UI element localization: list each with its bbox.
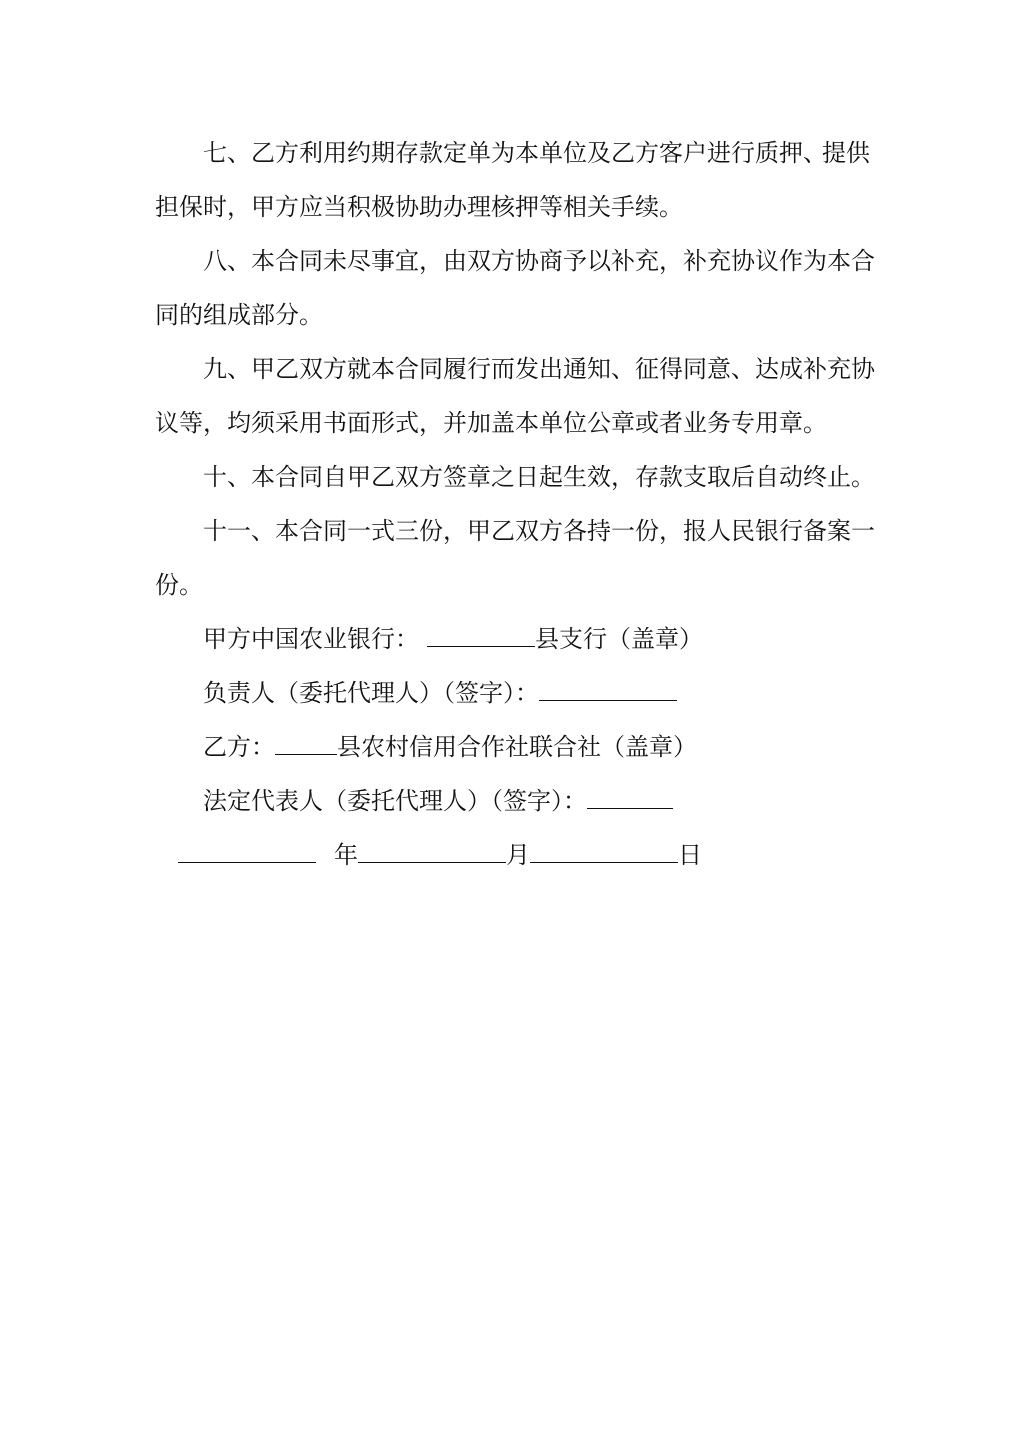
month-label: 月 (506, 841, 530, 869)
party-b-label: 乙方： (203, 733, 275, 761)
party-b-county-blank[interactable] (275, 732, 337, 755)
clause-9-continuation: 议等，均须采用书面形式，并加盖本单位公章或者业务专用章。 (155, 409, 827, 437)
clause-7-line-2 (155, 192, 683, 222)
clause-7-continuation: 担保时，甲方应当积极协助办理核押等相关手续。 (155, 193, 683, 221)
date-prefix-blank[interactable] (178, 840, 316, 863)
clause-7-line-1-tail (822, 138, 870, 168)
clause-11-text: 十一、本合同一式三份，甲乙双方各持一份，报人民银行备案一 (203, 517, 875, 545)
clause-10-line-1 (203, 462, 875, 492)
month-blank[interactable] (530, 840, 678, 863)
clause-11-line-2 (155, 570, 203, 600)
clause-9-line-2 (155, 408, 827, 438)
clause-8-text: 八、本合同未尽事宜，由双方协商予以补充，补充协议作为本合 (203, 247, 875, 275)
party-a-label: 甲方中国农业银行： (203, 625, 419, 653)
responsible-person-signature-blank[interactable] (539, 678, 677, 701)
responsible-person-label: 负责人（委托代理人）（签字）： (203, 679, 539, 707)
clause-9-text: 九、甲乙双方就本合同履行而发出通知、征得同意、达成补充协 (203, 355, 875, 383)
clause-11-continuation: 份。 (155, 571, 203, 599)
clause-8-continuation: 同的组成部分。 (155, 301, 323, 329)
day-label: 日 (678, 841, 702, 869)
party-a-county-blank[interactable] (427, 624, 535, 647)
clause-8-line-2 (155, 300, 323, 330)
legal-representative-signature-blank[interactable] (587, 786, 673, 809)
party-b-line (203, 732, 697, 762)
clause-9-line-1 (203, 354, 875, 384)
legal-representative-label: 法定代表人（委托代理人）（签字）： (203, 787, 587, 815)
party-a-line (203, 624, 703, 654)
party-b-suffix: 县农村信用合作社联合社（盖章） (337, 733, 697, 761)
legal-representative-line (203, 786, 673, 816)
clause-10-text: 十、本合同自甲乙双方签章之日起生效，存款支取后自动终止。 (203, 463, 875, 491)
party-a-suffix: 县支行（盖章） (535, 625, 703, 653)
clause-7-line-1 (203, 138, 827, 168)
clause-11-line-1 (203, 516, 875, 546)
date-line (178, 840, 702, 870)
clause-8-line-1 (203, 246, 875, 276)
year-label: 年 (334, 841, 358, 869)
year-blank[interactable] (358, 840, 506, 863)
responsible-person-line (203, 678, 677, 708)
clause-7-text: 七、乙方利用约期存款定单为本单位及乙方客户进行质押、 (203, 139, 827, 167)
clause-7-tail-text: 提供 (822, 139, 870, 167)
